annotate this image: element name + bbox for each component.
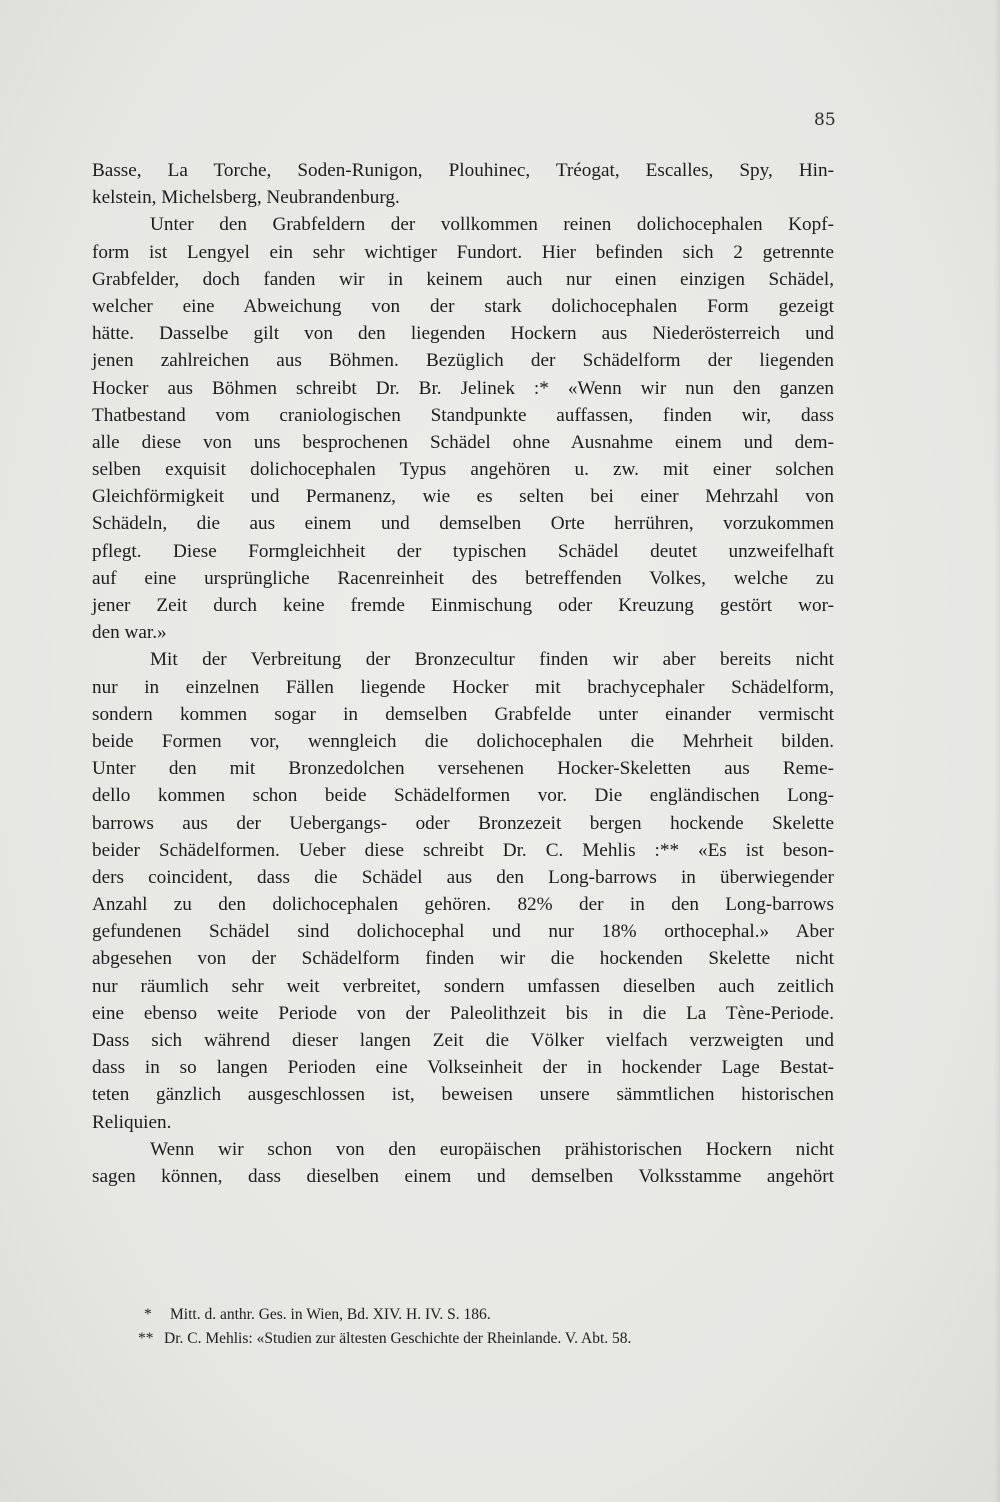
text-line: Hocker aus Böhmen schreibt Dr. Br. Jelinek :* «Wenn wir nun den ganzen — [92, 377, 834, 399]
text-line: Wenn wir schon von den europäischen prähistorischen Hockern nicht — [150, 1138, 834, 1160]
text-line: Anzahl zu den dolichocephalen gehören. 82% der in den Long-barrows — [92, 894, 834, 916]
text-line: sondern kommen sogar in demselben Grabfelde unter einander vermischt — [92, 703, 834, 725]
footnote-mark: ** — [138, 1330, 154, 1347]
body-text — [92, 157, 834, 1190]
text-line: Reliquien. — [92, 1111, 172, 1133]
text-line: Basse, La Torche, Soden-Runigon, Plouhinec, Tréogat, Escalles, Spy, Hin- — [92, 160, 834, 181]
text-line: beide Formen vor, wenngleich die dolichocephalen die Mehrheit bilden. — [92, 730, 834, 752]
text-line: Schädeln, die aus einem und demselben Orte herrühren, vorzukommen — [92, 513, 834, 535]
text-line: jenen zahlreichen aus Böhmen. Bezüglich der Schädelform der liegenden — [92, 350, 834, 372]
footnote-text: Dr. C. Mehlis: «Studien zur ältesten Geschichte der Rheinlande. V. Abt. 58. — [164, 1330, 632, 1347]
footnote — [144, 1303, 824, 1327]
text-line: Unter den Grabfeldern der vollkommen reinen dolichocephalen Kopf- — [150, 214, 834, 236]
footnote — [138, 1327, 824, 1351]
text-line: welcher eine Abweichung von der stark dolichocephalen Form gezeigt — [92, 295, 834, 317]
footnote-text: Mitt. d. anthr. Ges. in Wien, Bd. XIV. H. IV. S. 186. — [170, 1306, 491, 1323]
text-line: teten gänzlich ausgeschlossen ist, beweisen unsere sämmtlichen historischen — [92, 1084, 834, 1106]
text-line: pflegt. Diese Formgleichheit der typischen Schädel deutet unzweifelhaft — [92, 540, 834, 562]
text-line: Mit der Verbreitung der Bronzecultur finden wir aber bereits nicht — [150, 649, 834, 671]
text-line: form ist Lengyel ein sehr wichtiger Fundort. Hier befinden sich 2 getrennte — [92, 241, 834, 263]
text-line: den war.» — [92, 622, 167, 644]
text-line: Thatbestand vom craniologischen Standpunkte auffassen, finden wir, dass — [92, 404, 834, 426]
text-line: gefundenen Schädel sind dolichocephal und nur 18% orthocephal.» Aber — [92, 921, 834, 943]
text-line: Dass sich während dieser langen Zeit die Völker vielfach verzweigten und — [92, 1030, 834, 1051]
text-line: abgesehen von der Schädelform finden wir die hockenden Skelette nicht — [92, 948, 834, 970]
footnotes — [138, 1303, 824, 1351]
text-line: Grabfelder, doch fanden wir in keinem auch nur einen einzigen Schädel, — [92, 268, 834, 290]
text-line: eine ebenso weite Periode von der Paleolithzeit bis in die La Tène-Periode. — [92, 1002, 834, 1024]
text-line: Unter den mit Bronzedolchen versehenen Hocker-Skeletten aus Reme- — [92, 758, 834, 780]
text-line: ders coincident, dass die Schädel aus den Long-barrows in überwiegender — [92, 866, 834, 888]
text-line: selben exquisit dolichocephalen Typus angehören u. zw. mit einer solchen — [92, 459, 834, 481]
text-line: dass in so langen Perioden eine Volkseinheit der in hockender Lage Bestat- — [92, 1057, 834, 1079]
page-number: 85 — [814, 110, 836, 130]
text-line: Gleichförmigkeit und Permanenz, wie es selten bei einer Mehrzahl von — [92, 486, 834, 508]
text-line: dello kommen schon beide Schädelformen vor. Die engländischen Long- — [92, 785, 834, 807]
text-line: barrows aus der Uebergangs- oder Bronzezeit bergen hockende Skelette — [92, 812, 834, 834]
text-line: nur in einzelnen Fällen liegende Hocker mit brachycephaler Schädelform, — [92, 676, 834, 698]
text-line: sagen können, dass dieselben einem und demselben Volksstamme angehört — [92, 1165, 834, 1187]
text-line: nur räumlich sehr weit verbreitet, sondern umfassen dieselben auch zeitlich — [92, 975, 834, 997]
text-line: beider Schädelformen. Ueber diese schreibt Dr. C. Mehlis :** «Es ist beson- — [92, 839, 834, 861]
text-line: kelstein, Michelsberg, Neubrandenburg. — [92, 187, 400, 209]
page-edge-shadow — [994, 0, 1000, 1502]
text-line: jener Zeit durch keine fremde Einmischung oder Kreuzung gestört wor- — [92, 595, 834, 616]
text-line: alle diese von uns besprochenen Schädel ohne Ausnahme einem und dem- — [92, 431, 834, 453]
footnote-mark: * — [144, 1306, 152, 1323]
text-line: auf eine ursprüngliche Racenreinheit des betreffenden Volkes, welche zu — [92, 567, 834, 589]
text-line: hätte. Dasselbe gilt von den liegenden Hockern aus Niederösterreich und — [92, 323, 834, 345]
